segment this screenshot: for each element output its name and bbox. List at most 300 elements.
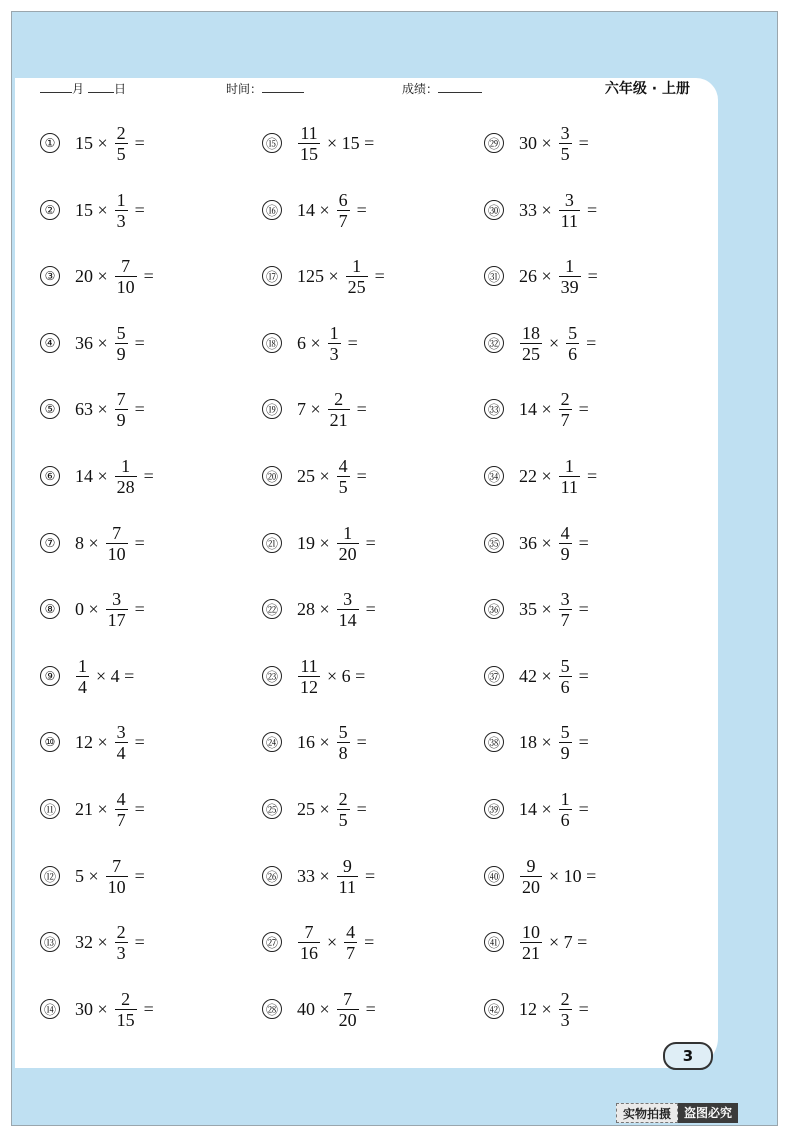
score-blank <box>438 80 482 93</box>
fraction-denominator: 8 <box>338 742 348 763</box>
fraction <box>115 323 128 364</box>
fraction-numerator: 7 <box>112 522 122 543</box>
fraction <box>337 722 350 763</box>
expression-text: 40 × <box>297 998 330 1019</box>
expression-text: = <box>587 265 598 286</box>
expression-text: = <box>134 865 145 886</box>
fraction-numerator: 9 <box>342 855 352 876</box>
worksheet-header <box>40 80 710 100</box>
problem-item <box>40 384 148 434</box>
fraction <box>559 656 572 697</box>
problem-number: ⑬ <box>40 932 60 952</box>
expression-text: = <box>356 199 367 220</box>
fraction-denominator: 6 <box>560 809 570 830</box>
problem-number: ⑮ <box>262 133 282 153</box>
expression-text: = <box>578 132 589 153</box>
fraction-denominator: 20 <box>338 543 357 564</box>
problem-item <box>484 518 592 568</box>
expression-text: = <box>356 398 367 419</box>
problem-number: ㊷ <box>484 999 504 1019</box>
expression-text: 8 × <box>75 532 99 553</box>
fraction <box>115 389 128 430</box>
problem-number: ㉑ <box>262 533 282 553</box>
expression-text: = <box>578 532 589 553</box>
expression-text: 42 × <box>519 665 552 686</box>
problem-number: ㊳ <box>484 732 504 752</box>
problem-number: ㉝ <box>484 399 504 419</box>
problem-expression <box>72 190 148 231</box>
problem-number: ⑱ <box>262 333 282 353</box>
problem-expression <box>72 722 148 763</box>
fraction-numerator: 1 <box>352 255 362 276</box>
fraction <box>559 190 580 231</box>
problem-item <box>40 518 148 568</box>
fraction-numerator: 3 <box>112 588 122 609</box>
problem-number: ① <box>40 133 60 153</box>
problem-number: ㉜ <box>484 333 504 353</box>
fraction-numerator: 2 <box>121 988 131 1009</box>
expression-text: 28 × <box>297 598 330 619</box>
fraction <box>328 323 341 364</box>
problem-expression <box>294 456 370 497</box>
problem-expression <box>294 789 370 830</box>
problem-item <box>484 717 592 767</box>
fraction-denominator: 3 <box>116 210 126 231</box>
problem-expression <box>516 722 592 763</box>
fraction-denominator: 6 <box>560 676 570 697</box>
fraction <box>115 989 137 1030</box>
problem-expression <box>516 589 592 630</box>
fraction <box>559 256 581 297</box>
time-blank <box>262 80 304 93</box>
fraction <box>76 656 89 697</box>
fraction-numerator: 5 <box>338 721 348 742</box>
fraction <box>337 190 350 231</box>
expression-text: = <box>364 931 375 952</box>
fraction-numerator: 2 <box>116 921 126 942</box>
problem-number: ③ <box>40 266 60 286</box>
expression-text: 30 × <box>75 998 108 1019</box>
expression-text: = <box>578 598 589 619</box>
problem-number: ⑩ <box>40 732 60 752</box>
expression-text: × 7 = <box>549 931 588 952</box>
problem-number: ㉙ <box>484 133 504 153</box>
expression-text: = <box>134 532 145 553</box>
expression-text: = <box>347 332 358 353</box>
problem-number: ㉒ <box>262 599 282 619</box>
fraction-numerator: 1 <box>329 322 339 343</box>
fraction-denominator: 3 <box>329 343 339 364</box>
expression-text: × 15 = <box>327 132 375 153</box>
fraction <box>559 389 572 430</box>
problem-item <box>484 784 592 834</box>
fraction-numerator: 4 <box>116 788 126 809</box>
fraction <box>115 722 128 763</box>
fraction-numerator: 7 <box>304 921 314 942</box>
expression-text: 12 × <box>75 731 108 752</box>
expression-text: = <box>134 798 145 819</box>
fraction <box>344 922 357 963</box>
expression-text: 33 × <box>519 199 552 220</box>
fraction-numerator: 7 <box>116 388 126 409</box>
problem-number: ㊲ <box>484 666 504 686</box>
expression-text: = <box>134 132 145 153</box>
fraction <box>115 256 137 297</box>
fraction <box>106 856 128 897</box>
fraction-denominator: 11 <box>560 210 578 231</box>
problem-item <box>262 717 370 767</box>
fraction-denominator: 7 <box>116 809 126 830</box>
problem-item <box>40 584 148 634</box>
problem-expression <box>516 856 599 897</box>
day-blank <box>88 80 114 93</box>
fraction <box>566 323 579 364</box>
fraction-numerator: 11 <box>300 655 318 676</box>
fraction <box>115 190 128 231</box>
problem-expression <box>516 123 592 164</box>
fraction-denominator: 3 <box>116 942 126 963</box>
problem-item <box>262 851 378 901</box>
expression-text: 15 × <box>75 199 108 220</box>
fraction <box>520 922 542 963</box>
problem-expression <box>294 323 361 364</box>
fraction-numerator: 18 <box>522 322 540 343</box>
fraction-denominator: 7 <box>338 210 348 231</box>
problem-item <box>262 984 379 1034</box>
problem-expression <box>72 589 148 630</box>
problem-number: ⑪ <box>40 799 60 819</box>
problem-expression <box>516 389 592 430</box>
problem-item <box>40 451 157 501</box>
expression-text: 30 × <box>519 132 552 153</box>
fraction <box>337 523 359 564</box>
fraction-numerator: 4 <box>338 455 348 476</box>
problem-item <box>262 384 370 434</box>
fraction-denominator: 4 <box>78 676 87 697</box>
fraction <box>346 256 368 297</box>
fraction-numerator: 7 <box>121 255 131 276</box>
fraction-denominator: 5 <box>116 143 126 164</box>
problem-number: ⑯ <box>262 200 282 220</box>
problem-number: ㉚ <box>484 200 504 220</box>
fraction-numerator: 5 <box>568 322 578 343</box>
date-fields <box>40 80 126 97</box>
fraction-numerator: 2 <box>116 122 126 143</box>
problem-number: ㉕ <box>262 799 282 819</box>
fraction-numerator: 1 <box>116 189 126 210</box>
problem-item <box>262 917 377 967</box>
fraction <box>337 989 359 1030</box>
problem-number: ㉛ <box>484 266 504 286</box>
problem-item <box>484 584 592 634</box>
problem-expression <box>294 256 388 297</box>
month-label: 月 <box>72 82 85 96</box>
expression-text: × <box>549 332 560 353</box>
fraction <box>559 589 572 630</box>
fraction <box>298 922 320 963</box>
expression-text: = <box>365 532 376 553</box>
fraction-numerator: 1 <box>560 788 570 809</box>
problem-item <box>262 784 370 834</box>
problem-expression <box>72 922 148 963</box>
problem-expression <box>516 190 600 231</box>
time-field <box>226 80 304 97</box>
expression-text: × 4 = <box>96 665 135 686</box>
fraction-denominator: 5 <box>338 809 348 830</box>
fraction-numerator: 1 <box>121 455 131 476</box>
expression-text: 6 × <box>297 332 321 353</box>
expression-text: 35 × <box>519 598 552 619</box>
expression-text: 26 × <box>519 265 552 286</box>
fraction-denominator: 25 <box>347 276 366 297</box>
fraction-denominator: 20 <box>338 1009 357 1030</box>
problem-item <box>484 384 592 434</box>
fraction-denominator: 21 <box>329 409 348 430</box>
problem-number: ㊱ <box>484 599 504 619</box>
expression-text: × <box>327 931 338 952</box>
problem-expression <box>516 456 600 497</box>
expression-text: 32 × <box>75 931 108 952</box>
problem-item <box>40 651 137 701</box>
fraction-numerator: 7 <box>112 855 122 876</box>
expression-text: = <box>374 265 385 286</box>
stamp-right: 盗图必究 <box>678 1103 738 1123</box>
expression-text: = <box>365 865 376 886</box>
fraction-denominator: 7 <box>346 942 356 963</box>
problem-number: ㉘ <box>262 999 282 1019</box>
problem-expression <box>294 190 370 231</box>
score-label: 成绩： <box>402 82 439 96</box>
problem-number: ② <box>40 200 60 220</box>
expression-text: 16 × <box>297 731 330 752</box>
fraction <box>298 656 320 697</box>
expression-text: 14 × <box>519 798 552 819</box>
expression-text: 21 × <box>75 798 108 819</box>
problem-number: ⑦ <box>40 533 60 553</box>
watermark-stamp <box>616 1103 738 1123</box>
expression-text: = <box>143 465 154 486</box>
fraction-numerator: 9 <box>526 855 536 876</box>
fraction-denominator: 12 <box>300 676 318 697</box>
fraction-denominator: 39 <box>560 276 579 297</box>
fraction-numerator: 1 <box>343 522 353 543</box>
problem-expression <box>72 389 148 430</box>
problem-expression <box>294 589 379 630</box>
fraction-denominator: 10 <box>107 543 126 564</box>
problem-expression <box>72 523 148 564</box>
problem-number: ⑫ <box>40 866 60 886</box>
fraction-denominator: 14 <box>338 609 357 630</box>
problem-expression <box>516 989 592 1030</box>
problem-item <box>40 251 157 301</box>
fraction-numerator: 1 <box>565 255 575 276</box>
fraction <box>520 323 542 364</box>
expression-text: × 10 = <box>549 865 597 886</box>
problem-item <box>40 851 148 901</box>
expression-text: = <box>134 332 145 353</box>
fraction <box>520 856 542 897</box>
problem-expression <box>516 256 601 297</box>
problem-item <box>40 917 148 967</box>
fraction-numerator: 3 <box>560 122 570 143</box>
fraction-denominator: 7 <box>560 609 570 630</box>
expression-text: = <box>587 199 598 220</box>
fraction-numerator: 2 <box>560 988 570 1009</box>
problem-item <box>262 518 379 568</box>
expression-text: 14 × <box>519 398 552 419</box>
expression-text: = <box>143 265 154 286</box>
expression-text: 25 × <box>297 798 330 819</box>
fraction-numerator: 5 <box>560 655 570 676</box>
fraction-denominator: 9 <box>560 742 570 763</box>
problem-expression <box>72 656 137 697</box>
expression-text: 36 × <box>75 332 108 353</box>
problem-item <box>484 118 592 168</box>
fraction <box>106 589 128 630</box>
fraction <box>559 989 572 1030</box>
problem-expression <box>72 856 148 897</box>
fraction <box>115 456 137 497</box>
problem-expression <box>516 922 590 963</box>
fraction-numerator: 5 <box>116 322 126 343</box>
expression-text: × 6 = <box>327 665 366 686</box>
problem-item <box>40 185 148 235</box>
problem-expression <box>294 989 379 1030</box>
problem-expression <box>72 456 157 497</box>
fraction-denominator: 28 <box>116 476 135 497</box>
problem-item <box>262 318 361 368</box>
problem-expression <box>72 989 157 1030</box>
fraction-numerator: 4 <box>560 522 570 543</box>
page-number: 3 <box>663 1042 713 1070</box>
fraction <box>337 856 358 897</box>
fraction <box>559 123 572 164</box>
expression-text: 15 × <box>75 132 108 153</box>
fraction-numerator: 3 <box>560 588 570 609</box>
problem-number: ⑧ <box>40 599 60 619</box>
problem-item <box>484 851 599 901</box>
expression-text: = <box>134 731 145 752</box>
problem-number: ㉔ <box>262 732 282 752</box>
problem-expression <box>72 789 148 830</box>
fraction-denominator: 6 <box>568 343 578 364</box>
fraction-numerator: 7 <box>343 988 353 1009</box>
problem-number: ㊵ <box>484 866 504 886</box>
expression-text: 18 × <box>519 731 552 752</box>
problem-item <box>40 118 148 168</box>
expression-text: = <box>365 598 376 619</box>
grade-label: 六年级 · 上册 <box>604 81 690 97</box>
fraction-numerator: 1 <box>564 455 574 476</box>
fraction-numerator: 2 <box>560 388 570 409</box>
expression-text: 125 × <box>297 265 339 286</box>
expression-text: 0 × <box>75 598 99 619</box>
fraction <box>337 789 350 830</box>
fraction-numerator: 1 <box>78 655 87 676</box>
problem-expression <box>72 323 148 364</box>
fraction <box>559 523 572 564</box>
problem-item <box>40 784 148 834</box>
problem-item <box>40 318 148 368</box>
expression-text: = <box>578 998 589 1019</box>
fraction <box>115 922 128 963</box>
fraction-numerator: 6 <box>338 189 348 210</box>
problem-number: ㉗ <box>262 932 282 952</box>
expression-text: 22 × <box>519 465 552 486</box>
problem-item <box>484 917 590 967</box>
problem-expression <box>294 389 370 430</box>
problem-expression <box>294 123 377 164</box>
day-label: 日 <box>114 82 127 96</box>
fraction-denominator: 5 <box>560 143 570 164</box>
fraction-denominator: 11 <box>338 876 356 897</box>
fraction-numerator: 10 <box>522 921 540 942</box>
problem-number: ⑳ <box>262 466 282 486</box>
problem-item <box>40 717 148 767</box>
problem-item <box>262 584 379 634</box>
fraction-denominator: 20 <box>522 876 540 897</box>
problem-item <box>484 318 599 368</box>
problem-item <box>262 651 368 701</box>
fraction <box>115 123 128 164</box>
fraction-denominator: 25 <box>522 343 540 364</box>
problem-expression <box>72 256 157 297</box>
fraction-denominator: 11 <box>560 476 578 497</box>
fraction <box>559 722 572 763</box>
expression-text: 14 × <box>75 465 108 486</box>
problem-number: ⑥ <box>40 466 60 486</box>
expression-text: = <box>587 465 598 486</box>
fraction <box>328 389 350 430</box>
problem-item <box>484 651 592 701</box>
problem-item <box>40 984 157 1034</box>
problem-number: ⑨ <box>40 666 60 686</box>
fraction-denominator: 17 <box>107 609 126 630</box>
problem-item <box>262 451 370 501</box>
expression-text: 33 × <box>297 865 330 886</box>
problem-expression <box>294 523 379 564</box>
expression-text: 5 × <box>75 865 99 886</box>
fraction-denominator: 15 <box>116 1009 135 1030</box>
problem-item <box>262 251 388 301</box>
problem-number: ④ <box>40 333 60 353</box>
fraction-denominator: 9 <box>560 543 570 564</box>
time-label: 时间： <box>226 82 263 96</box>
problem-item <box>484 451 600 501</box>
problem-number: ⑰ <box>262 266 282 286</box>
expression-text: = <box>356 798 367 819</box>
fraction <box>106 523 128 564</box>
fraction-numerator: 3 <box>564 189 574 210</box>
expression-text: = <box>586 332 597 353</box>
fraction-denominator: 15 <box>300 143 318 164</box>
fraction-denominator: 21 <box>522 942 540 963</box>
expression-text: = <box>365 998 376 1019</box>
fraction-numerator: 4 <box>346 921 356 942</box>
stamp-left: 实物拍摄 <box>616 1103 678 1123</box>
fraction-denominator: 4 <box>116 742 126 763</box>
problem-number: ⑤ <box>40 399 60 419</box>
problem-number: ⑭ <box>40 999 60 1019</box>
fraction-numerator: 5 <box>560 721 570 742</box>
expression-text: 19 × <box>297 532 330 553</box>
fraction <box>337 589 359 630</box>
expression-text: = <box>578 665 589 686</box>
expression-text: = <box>578 798 589 819</box>
expression-text: 12 × <box>519 998 552 1019</box>
fraction-denominator: 5 <box>338 476 348 497</box>
fraction-numerator: 3 <box>116 721 126 742</box>
